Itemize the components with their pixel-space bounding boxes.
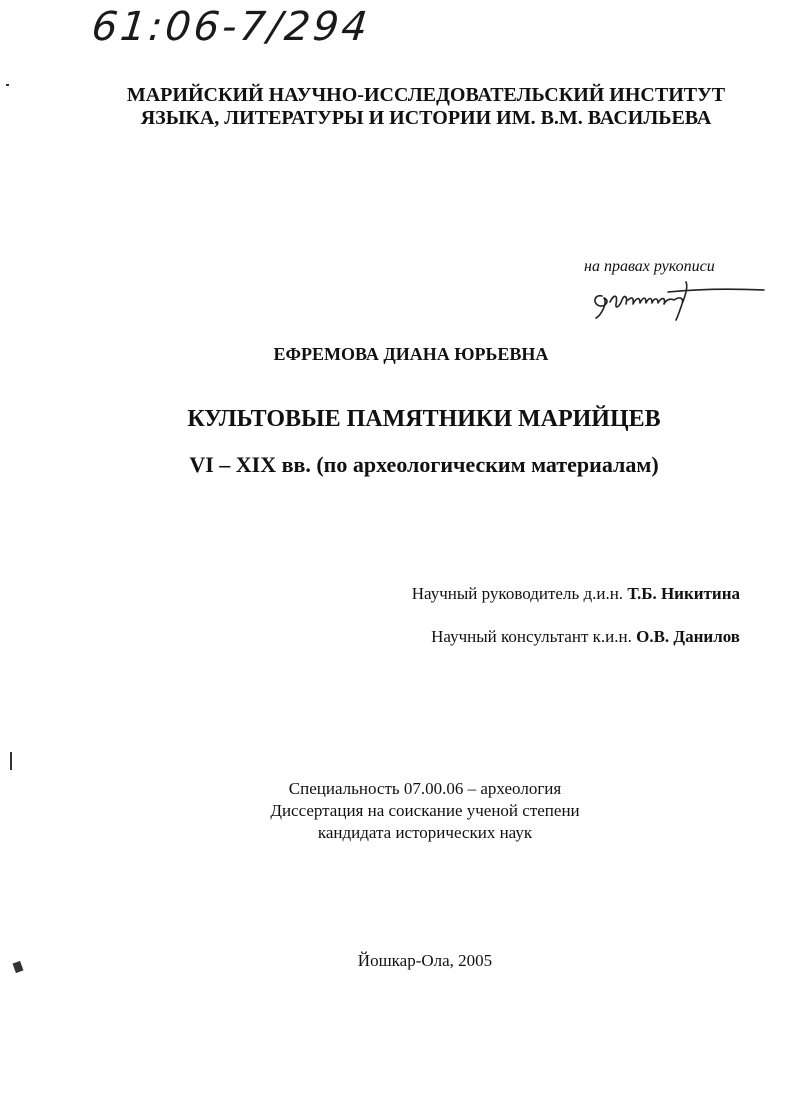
manuscript-rights-note: на правах рукописи (584, 258, 715, 275)
degree-line: Диссертация на соискание ученой степени (270, 801, 580, 820)
scientific-supervisor (412, 584, 740, 604)
scan-mark (6, 84, 9, 86)
institute-name-line-2: ЯЗЫКА, ЛИТЕРАТУРЫ И ИСТОРИИ ИМ. В.М. ВАСИЛЬЕВА (140, 107, 712, 129)
degree-field-line: кандидата исторических наук (317, 823, 533, 842)
institute-name-line-1: МАРИЙСКИЙ НАУЧНО-ИССЛЕДОВАТЕЛЬСКИЙ ИНСТИТУТ (126, 84, 726, 106)
scan-mark (10, 752, 12, 770)
scientific-consultant (431, 627, 740, 647)
supervisor-role: Научный руководитель д.и.н. (411, 584, 624, 603)
dissertation-subtitle: VI – XIX вв. (по археологическим материалам) (189, 452, 659, 477)
dissertation-title: КУЛЬТОВЫЕ ПАМЯТНИКИ МАРИЙЦЕВ (187, 406, 661, 432)
archive-number: 61:06-7/294 (89, 4, 373, 50)
consultant-role: Научный консультант к.и.н. (431, 627, 632, 646)
specialty-block (0, 778, 792, 844)
specialty-line: Специальность 07.00.06 – археология (288, 779, 562, 798)
author-name: ЕФРЕМОВА ДИАНА ЮРЬЕВНА (273, 344, 549, 364)
supervisor-name: Т.Б. Никитина (627, 584, 740, 603)
consultant-name: О.В. Данилов (636, 627, 740, 646)
city-year: Йошкар-Ола, 2005 (357, 951, 493, 970)
author-signature (588, 276, 768, 324)
